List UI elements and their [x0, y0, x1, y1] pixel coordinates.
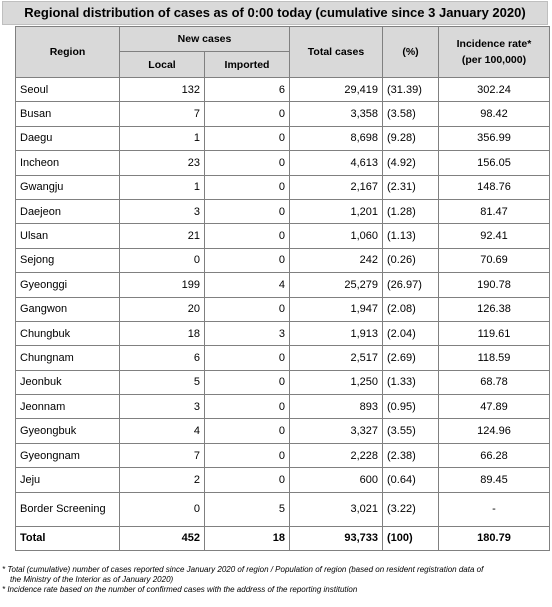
cell-total: 93,733 [290, 526, 383, 550]
cell-incidence: 302.24 [439, 78, 550, 102]
cell-region: Total [16, 526, 120, 550]
cell-imported: 0 [205, 151, 290, 175]
cell-region: Daegu [16, 126, 120, 150]
cell-region: Gyeonggi [16, 273, 120, 297]
cell-local: 18 [120, 321, 205, 345]
cell-pct: (1.33) [383, 370, 439, 394]
cell-local: 0 [120, 492, 205, 526]
cell-region: Border Screening [16, 492, 120, 526]
cell-local: 21 [120, 224, 205, 248]
cell-incidence: 92.41 [439, 224, 550, 248]
table-row [16, 321, 550, 345]
cell-imported: 0 [205, 370, 290, 394]
cell-incidence: 190.78 [439, 273, 550, 297]
cell-pct: (26.97) [383, 273, 439, 297]
cell-region: Ulsan [16, 224, 120, 248]
cell-total: 1,913 [290, 321, 383, 345]
cell-region: Jeju [16, 468, 120, 492]
cell-pct: (2.69) [383, 346, 439, 370]
cell-local: 3 [120, 199, 205, 223]
cell-total: 1,947 [290, 297, 383, 321]
table-row [16, 297, 550, 321]
cell-total: 1,250 [290, 370, 383, 394]
regional-cases-table [15, 26, 550, 551]
cell-local: 199 [120, 273, 205, 297]
cell-region: Jeonbuk [16, 370, 120, 394]
cell-pct: (3.55) [383, 419, 439, 443]
cell-local: 20 [120, 297, 205, 321]
cell-local: 7 [120, 443, 205, 467]
cell-local: 4 [120, 419, 205, 443]
cell-total: 1,201 [290, 199, 383, 223]
cell-imported: 0 [205, 443, 290, 467]
table-row [16, 126, 550, 150]
cell-incidence: - [439, 492, 550, 526]
cell-pct: (0.26) [383, 248, 439, 272]
cell-total: 3,327 [290, 419, 383, 443]
table-row [16, 273, 550, 297]
cell-pct: (0.64) [383, 468, 439, 492]
cell-total: 600 [290, 468, 383, 492]
cell-local: 3 [120, 395, 205, 419]
cell-region: Gwangju [16, 175, 120, 199]
table-row [16, 492, 550, 526]
cell-pct: (0.95) [383, 395, 439, 419]
cell-imported: 0 [205, 419, 290, 443]
cell-imported: 4 [205, 273, 290, 297]
table-row [16, 78, 550, 102]
cell-total: 1,060 [290, 224, 383, 248]
header-new-cases: New cases [120, 27, 290, 52]
cell-incidence: 356.99 [439, 126, 550, 150]
cell-local: 6 [120, 346, 205, 370]
cell-region: Incheon [16, 151, 120, 175]
cell-incidence: 126.38 [439, 297, 550, 321]
table-row [16, 199, 550, 223]
footnote-1-line-2: the Ministry of the Interior as of January 2020) [10, 575, 174, 584]
cell-incidence: 148.76 [439, 175, 550, 199]
cell-total: 2,167 [290, 175, 383, 199]
table-row [16, 468, 550, 492]
cell-incidence: 180.79 [439, 526, 550, 550]
cell-pct: (1.13) [383, 224, 439, 248]
cell-total: 2,517 [290, 346, 383, 370]
cell-incidence: 119.61 [439, 321, 550, 345]
cell-local: 1 [120, 126, 205, 150]
header-total-cases: Total cases [290, 27, 383, 78]
cell-imported: 0 [205, 297, 290, 321]
footnote-1-line-1: * Total (cumulative) number of cases reported since January 2020 of region / Population of region (based on resident registration data of [2, 565, 484, 574]
cell-incidence: 118.59 [439, 346, 550, 370]
table-row [16, 395, 550, 419]
table-row [16, 224, 550, 248]
table-row [16, 346, 550, 370]
cell-total: 2,228 [290, 443, 383, 467]
cell-region: Busan [16, 102, 120, 126]
cell-local: 0 [120, 248, 205, 272]
cell-total: 25,279 [290, 273, 383, 297]
cell-imported: 0 [205, 346, 290, 370]
table-row [16, 370, 550, 394]
cell-incidence: 66.28 [439, 443, 550, 467]
cell-pct: (3.58) [383, 102, 439, 126]
cell-imported: 0 [205, 224, 290, 248]
cell-incidence: 70.69 [439, 248, 550, 272]
table-total-row [16, 526, 550, 550]
cell-region: Gangwon [16, 297, 120, 321]
cell-pct: (9.28) [383, 126, 439, 150]
header-region: Region [16, 27, 120, 78]
cell-local: 132 [120, 78, 205, 102]
cell-pct: (2.31) [383, 175, 439, 199]
table-row [16, 419, 550, 443]
header-incidence-line2: (per 100,000) [461, 54, 527, 66]
cell-imported: 0 [205, 248, 290, 272]
cell-incidence: 68.78 [439, 370, 550, 394]
cell-incidence: 98.42 [439, 102, 550, 126]
cell-imported: 18 [205, 526, 290, 550]
footnote-2: * Incidence rate based on the number of confirmed cases with the address of the reporting institution [2, 585, 358, 594]
header-local: Local [120, 52, 205, 78]
cell-pct: (31.39) [383, 78, 439, 102]
cell-incidence: 47.89 [439, 395, 550, 419]
cell-total: 3,358 [290, 102, 383, 126]
cell-incidence: 124.96 [439, 419, 550, 443]
cell-pct: (3.22) [383, 492, 439, 526]
cell-region: Chungnam [16, 346, 120, 370]
table-row [16, 102, 550, 126]
cell-imported: 0 [205, 199, 290, 223]
cell-region: Seoul [16, 78, 120, 102]
cell-incidence: 156.05 [439, 151, 550, 175]
table-row [16, 248, 550, 272]
table-title: Regional distribution of cases as of 0:00 today (cumulative since 3 January 2020) [2, 1, 548, 25]
cell-region: Daejeon [16, 199, 120, 223]
cell-region: Sejong [16, 248, 120, 272]
cell-region: Jeonnam [16, 395, 120, 419]
header-incidence-rate [439, 27, 550, 78]
cell-total: 4,613 [290, 151, 383, 175]
cell-pct: (100) [383, 526, 439, 550]
cell-pct: (2.08) [383, 297, 439, 321]
cell-total: 242 [290, 248, 383, 272]
cell-region: Gyeongnam [16, 443, 120, 467]
cell-imported: 0 [205, 395, 290, 419]
cell-pct: (1.28) [383, 199, 439, 223]
cell-local: 5 [120, 370, 205, 394]
cell-imported: 5 [205, 492, 290, 526]
footnotes [2, 565, 550, 595]
cell-local: 2 [120, 468, 205, 492]
cell-total: 29,419 [290, 78, 383, 102]
table-body [16, 78, 550, 551]
cell-total: 893 [290, 395, 383, 419]
cell-region: Chungbuk [16, 321, 120, 345]
cell-local: 1 [120, 175, 205, 199]
cell-local: 23 [120, 151, 205, 175]
cell-total: 3,021 [290, 492, 383, 526]
cell-imported: 0 [205, 102, 290, 126]
cell-imported: 6 [205, 78, 290, 102]
cell-imported: 0 [205, 468, 290, 492]
cell-total: 8,698 [290, 126, 383, 150]
cell-imported: 3 [205, 321, 290, 345]
table-row [16, 175, 550, 199]
table-row [16, 151, 550, 175]
cell-imported: 0 [205, 175, 290, 199]
cell-pct: (4.92) [383, 151, 439, 175]
cell-imported: 0 [205, 126, 290, 150]
header-incidence-line1: Incidence rate* [456, 38, 532, 50]
cell-pct: (2.38) [383, 443, 439, 467]
table-row [16, 443, 550, 467]
cell-incidence: 89.45 [439, 468, 550, 492]
header-imported: Imported [205, 52, 290, 78]
cell-region: Gyeongbuk [16, 419, 120, 443]
cell-incidence: 81.47 [439, 199, 550, 223]
header-percent: (%) [383, 27, 439, 78]
cell-local: 452 [120, 526, 205, 550]
cell-pct: (2.04) [383, 321, 439, 345]
cell-local: 7 [120, 102, 205, 126]
